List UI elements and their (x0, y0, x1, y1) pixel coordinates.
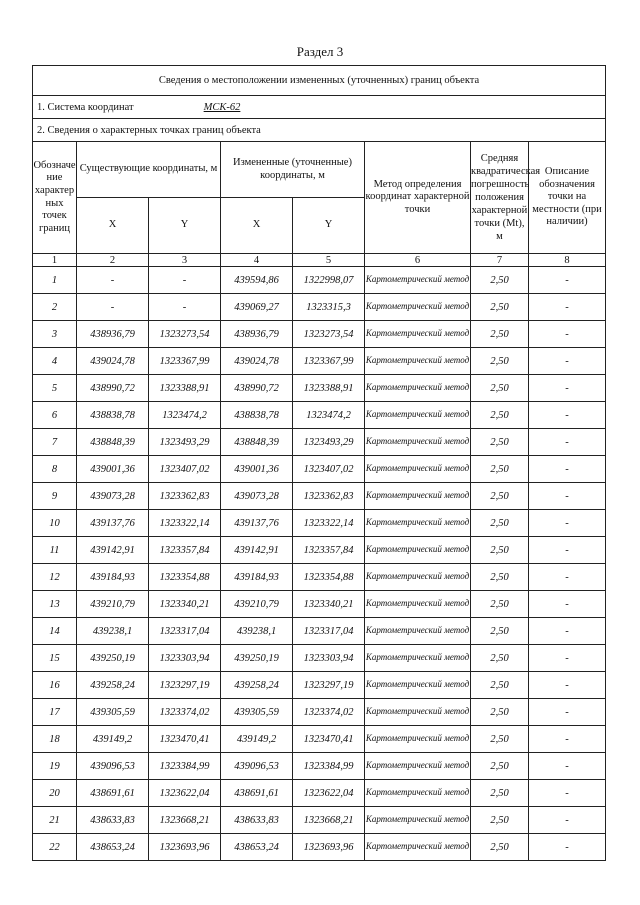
existing-y-cell: 1323474,2 (149, 402, 221, 429)
point-number-cell: 12 (33, 564, 77, 591)
description-cell: - (529, 348, 606, 375)
description-cell: - (529, 591, 606, 618)
table-row (33, 780, 606, 807)
table-row (33, 564, 606, 591)
description-cell: - (529, 726, 606, 753)
existing-y-cell: 1323493,29 (149, 429, 221, 456)
changed-y-cell: 1322998,07 (293, 267, 365, 294)
table-row (33, 375, 606, 402)
mean-error-cell: 2,50 (471, 348, 529, 375)
table-row (33, 321, 606, 348)
mean-error-cell: 2,50 (471, 834, 529, 861)
method-cell: Картометрический метод (365, 267, 471, 294)
mean-error-cell: 2,50 (471, 645, 529, 672)
header-existing: Существующие координаты, м (77, 142, 221, 198)
method-cell: Картометрический метод (365, 780, 471, 807)
method-cell: Картометрический метод (365, 483, 471, 510)
method-cell: Картометрический метод (365, 537, 471, 564)
table-row (33, 591, 606, 618)
point-number-cell: 1 (33, 267, 77, 294)
existing-x-cell: 438848,39 (77, 429, 149, 456)
existing-x-cell: 438990,72 (77, 375, 149, 402)
changed-y-cell: 1323297,19 (293, 672, 365, 699)
existing-y-cell: 1323668,21 (149, 807, 221, 834)
changed-y-cell: 1323303,94 (293, 645, 365, 672)
changed-x-cell: 439142,91 (221, 537, 293, 564)
method-cell: Картометрический метод (365, 807, 471, 834)
point-number-cell: 10 (33, 510, 77, 537)
changed-x-cell: 439305,59 (221, 699, 293, 726)
point-number-cell: 16 (33, 672, 77, 699)
method-cell: Картометрический метод (365, 321, 471, 348)
existing-x-cell: 439137,76 (77, 510, 149, 537)
changed-y-cell: 1323470,41 (293, 726, 365, 753)
changed-x-cell: 439149,2 (221, 726, 293, 753)
table-row (33, 402, 606, 429)
changed-x-cell: 438691,61 (221, 780, 293, 807)
point-number-cell: 2 (33, 294, 77, 321)
point-number-cell: 8 (33, 456, 77, 483)
existing-x-cell: 438838,78 (77, 402, 149, 429)
changed-x-cell: 438653,24 (221, 834, 293, 861)
table-row (33, 672, 606, 699)
description-cell: - (529, 483, 606, 510)
point-number-cell: 6 (33, 402, 77, 429)
changed-x-cell: 439073,28 (221, 483, 293, 510)
existing-x-cell: 439073,28 (77, 483, 149, 510)
coord-system-row (33, 96, 606, 119)
point-number-cell: 5 (33, 375, 77, 402)
changed-x-cell: 439069,27 (221, 294, 293, 321)
mean-error-cell: 2,50 (471, 537, 529, 564)
existing-y-cell: 1323317,04 (149, 618, 221, 645)
table-row (33, 726, 606, 753)
existing-y-cell: - (149, 267, 221, 294)
changed-y-cell: 1323374,02 (293, 699, 365, 726)
description-cell: - (529, 375, 606, 402)
changed-y-cell: 1323357,84 (293, 537, 365, 564)
existing-y-cell: 1323367,99 (149, 348, 221, 375)
changed-y-cell: 1323407,02 (293, 456, 365, 483)
changed-x-cell: 439238,1 (221, 618, 293, 645)
method-cell: Картометрический метод (365, 591, 471, 618)
method-cell: Картометрический метод (365, 456, 471, 483)
mean-error-cell: 2,50 (471, 753, 529, 780)
changed-y-cell: 1323340,21 (293, 591, 365, 618)
changed-x-cell: 439210,79 (221, 591, 293, 618)
existing-y-cell: 1323362,83 (149, 483, 221, 510)
table-row (33, 618, 606, 645)
mean-error-cell: 2,50 (471, 483, 529, 510)
changed-y-cell: 1323317,04 (293, 618, 365, 645)
method-cell: Картометрический метод (365, 834, 471, 861)
changed-x-cell: 439024,78 (221, 348, 293, 375)
method-cell: Картометрический метод (365, 645, 471, 672)
existing-y-cell: 1323470,41 (149, 726, 221, 753)
table-row (33, 807, 606, 834)
method-cell: Картометрический метод (365, 618, 471, 645)
changed-y-cell: 1323388,91 (293, 375, 365, 402)
boundary-points-table (32, 65, 606, 861)
existing-y-cell: 1323374,02 (149, 699, 221, 726)
description-cell: - (529, 618, 606, 645)
description-cell: - (529, 510, 606, 537)
mean-error-cell: 2,50 (471, 564, 529, 591)
changed-x-cell: 439137,76 (221, 510, 293, 537)
existing-x-cell: 438936,79 (77, 321, 149, 348)
mean-error-cell: 2,50 (471, 699, 529, 726)
changed-x-cell: 438838,78 (221, 402, 293, 429)
column-number: 2 (77, 254, 149, 267)
existing-x-cell: 438633,83 (77, 807, 149, 834)
point-number-cell: 3 (33, 321, 77, 348)
mean-error-cell: 2,50 (471, 618, 529, 645)
mean-error-cell: 2,50 (471, 267, 529, 294)
changed-x-cell: 439096,53 (221, 753, 293, 780)
changed-x-cell: 439258,24 (221, 672, 293, 699)
mean-error-cell: 2,50 (471, 294, 529, 321)
header-changed-x: X (221, 198, 293, 254)
description-cell: - (529, 537, 606, 564)
existing-x-cell: 439149,2 (77, 726, 149, 753)
point-number-cell: 20 (33, 780, 77, 807)
existing-y-cell: 1323388,91 (149, 375, 221, 402)
point-number-cell: 9 (33, 483, 77, 510)
changed-y-cell: 1323322,14 (293, 510, 365, 537)
point-number-cell: 14 (33, 618, 77, 645)
existing-y-cell: 1323407,02 (149, 456, 221, 483)
changed-x-cell: 439250,19 (221, 645, 293, 672)
existing-y-cell: 1323384,99 (149, 753, 221, 780)
table-row (33, 429, 606, 456)
description-cell: - (529, 672, 606, 699)
method-cell: Картометрический метод (365, 753, 471, 780)
table-row (33, 699, 606, 726)
description-cell: - (529, 780, 606, 807)
existing-x-cell: 438653,24 (77, 834, 149, 861)
point-number-cell: 18 (33, 726, 77, 753)
description-cell: - (529, 321, 606, 348)
changed-y-cell: 1323273,54 (293, 321, 365, 348)
point-number-cell: 19 (33, 753, 77, 780)
mean-error-cell: 2,50 (471, 402, 529, 429)
existing-y-cell: 1323693,96 (149, 834, 221, 861)
table-row (33, 753, 606, 780)
existing-x-cell: - (77, 294, 149, 321)
table-row (33, 267, 606, 294)
changed-y-cell: 1323474,2 (293, 402, 365, 429)
method-cell: Картометрический метод (365, 672, 471, 699)
table-title: Сведения о местоположении измененных (уточненных) границ объекта (33, 66, 606, 96)
column-number: 5 (293, 254, 365, 267)
changed-x-cell: 439594,86 (221, 267, 293, 294)
description-cell: - (529, 294, 606, 321)
existing-y-cell: 1323273,54 (149, 321, 221, 348)
column-number: 4 (221, 254, 293, 267)
method-cell: Картометрический метод (365, 564, 471, 591)
existing-x-cell: 439210,79 (77, 591, 149, 618)
changed-y-cell: 1323693,96 (293, 834, 365, 861)
existing-y-cell: 1323322,14 (149, 510, 221, 537)
mean-error-cell: 2,50 (471, 456, 529, 483)
description-cell: - (529, 267, 606, 294)
column-number: 3 (149, 254, 221, 267)
column-number: 1 (33, 254, 77, 267)
method-cell: Картометрический метод (365, 348, 471, 375)
changed-y-cell: 1323384,99 (293, 753, 365, 780)
table-row (33, 645, 606, 672)
changed-y-cell: 1323622,04 (293, 780, 365, 807)
existing-x-cell: 439305,59 (77, 699, 149, 726)
changed-y-cell: 1323668,21 (293, 807, 365, 834)
point-number-cell: 4 (33, 348, 77, 375)
existing-y-cell: 1323297,19 (149, 672, 221, 699)
changed-x-cell: 439184,93 (221, 564, 293, 591)
description-cell: - (529, 402, 606, 429)
point-number-cell: 15 (33, 645, 77, 672)
description-cell: - (529, 564, 606, 591)
column-number: 8 (529, 254, 606, 267)
header-changed: Измененные (уточненные) координаты, м (221, 142, 365, 198)
header-existing-y: Y (149, 198, 221, 254)
point-number-cell: 22 (33, 834, 77, 861)
table-row (33, 483, 606, 510)
table-row (33, 510, 606, 537)
existing-x-cell: 439001,36 (77, 456, 149, 483)
mean-error-cell: 2,50 (471, 780, 529, 807)
header-error: Средняя квадратическая погрешность положения характерной точки (Mt), м (471, 142, 529, 254)
point-number-cell: 7 (33, 429, 77, 456)
changed-y-cell: 1323367,99 (293, 348, 365, 375)
header-designation: Обозначе ние характер ных точек границ (33, 142, 77, 254)
existing-x-cell: 439238,1 (77, 618, 149, 645)
column-number: 7 (471, 254, 529, 267)
changed-y-cell: 1323354,88 (293, 564, 365, 591)
mean-error-cell: 2,50 (471, 807, 529, 834)
existing-x-cell: 439184,93 (77, 564, 149, 591)
point-number-cell: 11 (33, 537, 77, 564)
description-cell: - (529, 429, 606, 456)
method-cell: Картометрический метод (365, 726, 471, 753)
existing-y-cell: 1323354,88 (149, 564, 221, 591)
existing-y-cell: 1323622,04 (149, 780, 221, 807)
method-cell: Картометрический метод (365, 699, 471, 726)
existing-x-cell: 439096,53 (77, 753, 149, 780)
column-number: 6 (365, 254, 471, 267)
method-cell: Картометрический метод (365, 429, 471, 456)
method-cell: Картометрический метод (365, 294, 471, 321)
point-number-cell: 17 (33, 699, 77, 726)
table-row (33, 294, 606, 321)
table-row (33, 834, 606, 861)
changed-y-cell: 1323315,3 (293, 294, 365, 321)
mean-error-cell: 2,50 (471, 726, 529, 753)
existing-y-cell: 1323357,84 (149, 537, 221, 564)
point-number-cell: 21 (33, 807, 77, 834)
existing-x-cell: 439142,91 (77, 537, 149, 564)
changed-x-cell: 438990,72 (221, 375, 293, 402)
changed-x-cell: 438633,83 (221, 807, 293, 834)
existing-y-cell: 1323340,21 (149, 591, 221, 618)
changed-x-cell: 439001,36 (221, 456, 293, 483)
coord-system-value: МСК-62 (203, 101, 241, 113)
existing-x-cell: 439250,19 (77, 645, 149, 672)
header-existing-x: X (77, 198, 149, 254)
table-row (33, 537, 606, 564)
header-method: Метод определения координат характерной точки (365, 142, 471, 254)
header-description: Описание обозначения точки на местности (при наличии) (529, 142, 606, 254)
points-title: 2. Сведения о характерных точках границ объекта (33, 119, 606, 142)
existing-x-cell: 438691,61 (77, 780, 149, 807)
changed-y-cell: 1323362,83 (293, 483, 365, 510)
description-cell: - (529, 645, 606, 672)
table-row (33, 348, 606, 375)
existing-x-cell: - (77, 267, 149, 294)
existing-y-cell: 1323303,94 (149, 645, 221, 672)
existing-x-cell: 439258,24 (77, 672, 149, 699)
section-title: Раздел 3 (296, 44, 344, 59)
mean-error-cell: 2,50 (471, 375, 529, 402)
description-cell: - (529, 834, 606, 861)
point-number-cell: 13 (33, 591, 77, 618)
description-cell: - (529, 807, 606, 834)
coord-system-label: 1. Система координат (37, 101, 134, 113)
mean-error-cell: 2,50 (471, 591, 529, 618)
changed-x-cell: 438848,39 (221, 429, 293, 456)
header-changed-y: Y (293, 198, 365, 254)
mean-error-cell: 2,50 (471, 429, 529, 456)
mean-error-cell: 2,50 (471, 672, 529, 699)
description-cell: - (529, 456, 606, 483)
changed-x-cell: 438936,79 (221, 321, 293, 348)
description-cell: - (529, 699, 606, 726)
method-cell: Картометрический метод (365, 402, 471, 429)
existing-x-cell: 439024,78 (77, 348, 149, 375)
existing-y-cell: - (149, 294, 221, 321)
column-numbers-row (33, 254, 606, 267)
mean-error-cell: 2,50 (471, 510, 529, 537)
description-cell: - (529, 753, 606, 780)
method-cell: Картометрический метод (365, 375, 471, 402)
table-row (33, 456, 606, 483)
changed-y-cell: 1323493,29 (293, 429, 365, 456)
method-cell: Картометрический метод (365, 510, 471, 537)
mean-error-cell: 2,50 (471, 321, 529, 348)
